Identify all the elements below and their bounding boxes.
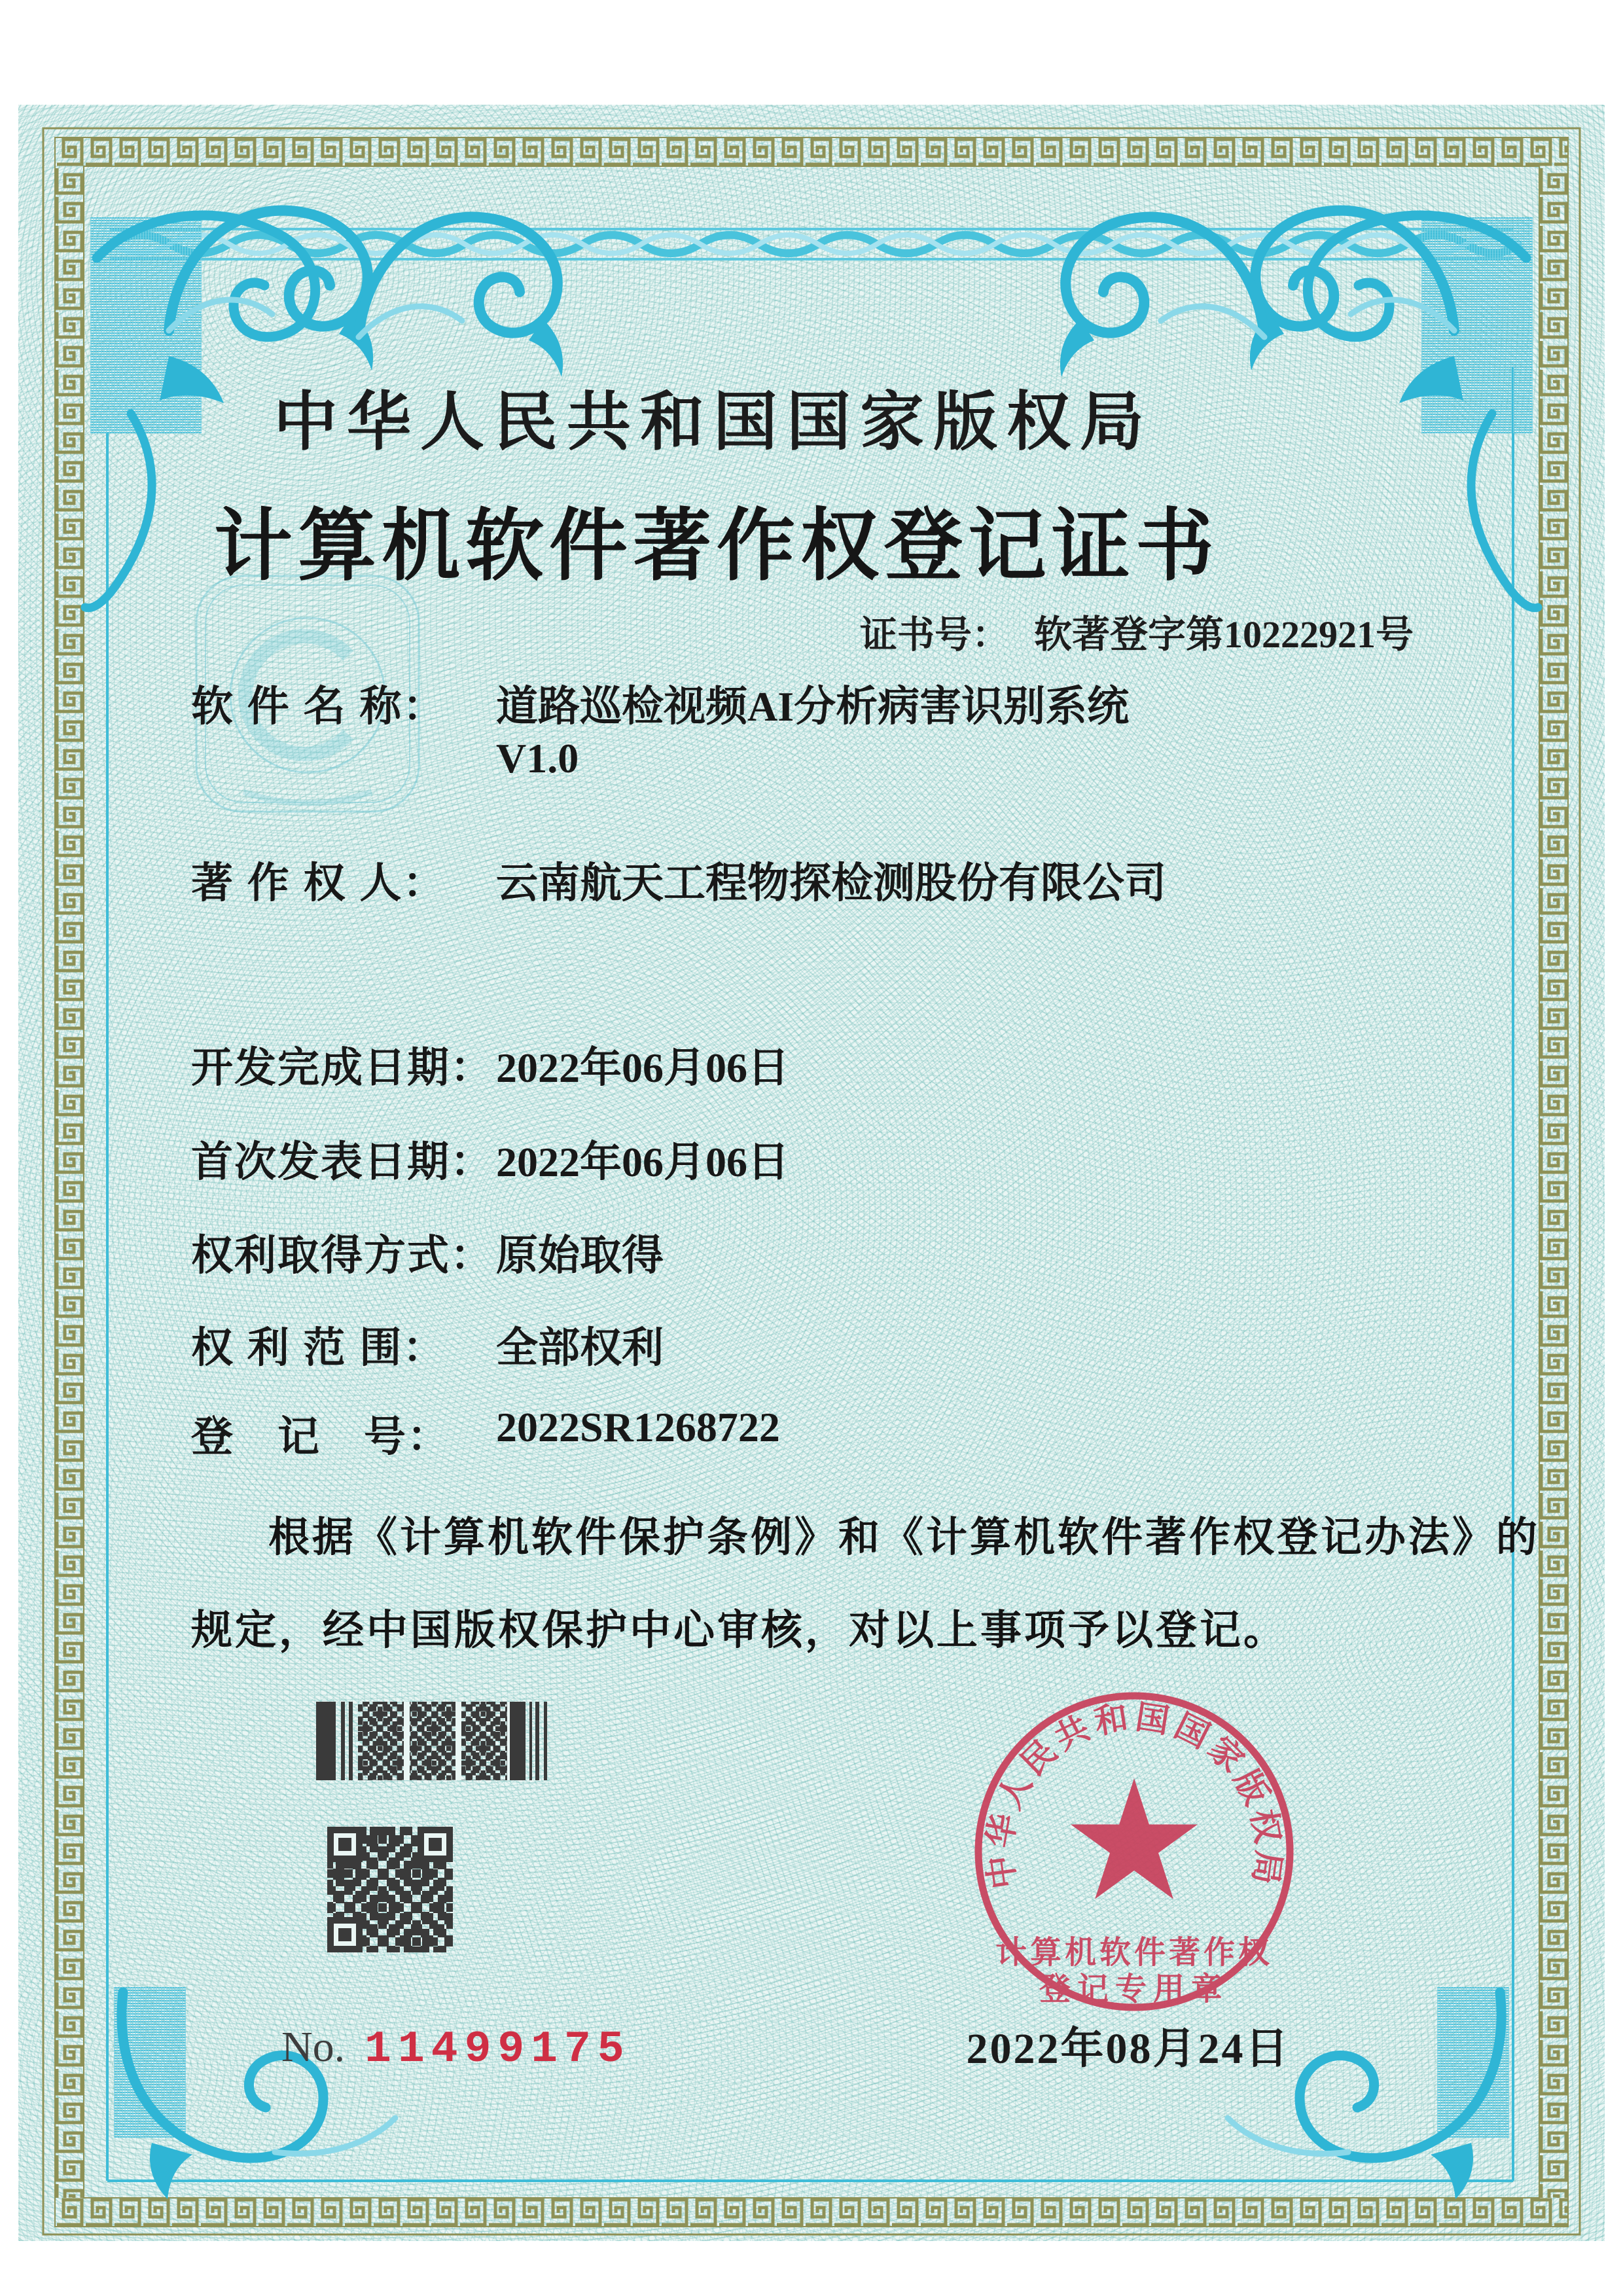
software-name-label: 软 件 名 称： bbox=[191, 683, 446, 730]
authority-title: 中华人民共和国国家版权局 bbox=[273, 387, 1153, 458]
rights-acquisition-label: 权利取得方式： bbox=[191, 1232, 493, 1279]
software-name-value: 道路巡检视频AI分析病害识别系统 bbox=[496, 683, 1130, 730]
certificate-number-value: 软著登字第10222921号 bbox=[1033, 613, 1414, 656]
barcode-right-guard bbox=[510, 1702, 553, 1780]
rights-scope-label: 权 利 范 围： bbox=[191, 1324, 446, 1371]
dev-complete-date-label: 开发完成日期： bbox=[191, 1044, 493, 1091]
certificate-number-label: 证书号： bbox=[859, 614, 1009, 656]
top-braid-ornament bbox=[111, 229, 1518, 259]
qr-code bbox=[327, 1827, 453, 1952]
serial-number-label: No. bbox=[281, 2023, 346, 2071]
serial-number-value: 11499175 bbox=[365, 2024, 631, 2075]
qr-finder-top-right bbox=[418, 1827, 453, 1862]
barcode-data-region bbox=[358, 1702, 510, 1780]
registration-number-label: 登 记 号： bbox=[191, 1413, 450, 1460]
seal-ring-text: 中华人民共和国国家版权局 bbox=[982, 1699, 1287, 1892]
issue-date: 2022年08月24日 bbox=[966, 2025, 1291, 2073]
rights-scope-value: 全部权利 bbox=[496, 1325, 664, 1371]
first-publish-date-label: 首次发表日期： bbox=[191, 1138, 493, 1185]
first-publish-date-value: 2022年06月06日 bbox=[496, 1139, 789, 1185]
dev-complete-date-value: 2022年06月06日 bbox=[496, 1045, 789, 1091]
official-seal bbox=[971, 1688, 1298, 2015]
statement-line-1: 根据《计算机软件保护条例》和《计算机软件著作权登记办法》的 bbox=[268, 1515, 1540, 1560]
software-version-value: V1.0 bbox=[496, 735, 579, 781]
rights-acquisition-value: 原始取得 bbox=[496, 1232, 664, 1279]
barcode-left-guard bbox=[316, 1702, 358, 1780]
seal-text-line-1: 计算机软件著作权 bbox=[995, 1935, 1274, 1970]
seal-star-icon bbox=[1071, 1778, 1198, 1899]
certificate-number-row bbox=[859, 603, 1414, 658]
qr-finder-bottom-left bbox=[327, 1917, 363, 1952]
copyright-owner-label: 著 作 权 人： bbox=[191, 859, 446, 906]
bottom-left-scroll-ornament bbox=[114, 1987, 395, 2199]
registration-number-value: 2022SR1268722 bbox=[496, 1404, 780, 1450]
seal-text-line-2: 登记专用章 bbox=[1039, 1972, 1230, 2007]
qr-finder-top-left bbox=[327, 1827, 363, 1862]
pdf417-barcode bbox=[316, 1702, 553, 1780]
certificate-title: 计算机软件著作权登记证书 bbox=[214, 503, 1219, 590]
copyright-owner-value: 云南航天工程物探检测股份有限公司 bbox=[496, 860, 1166, 906]
statement-line-2: 规定，经中国版权保护中心审核，对以上事项予以登记。 bbox=[191, 1607, 1287, 1653]
serial-number-row bbox=[281, 2022, 631, 2075]
